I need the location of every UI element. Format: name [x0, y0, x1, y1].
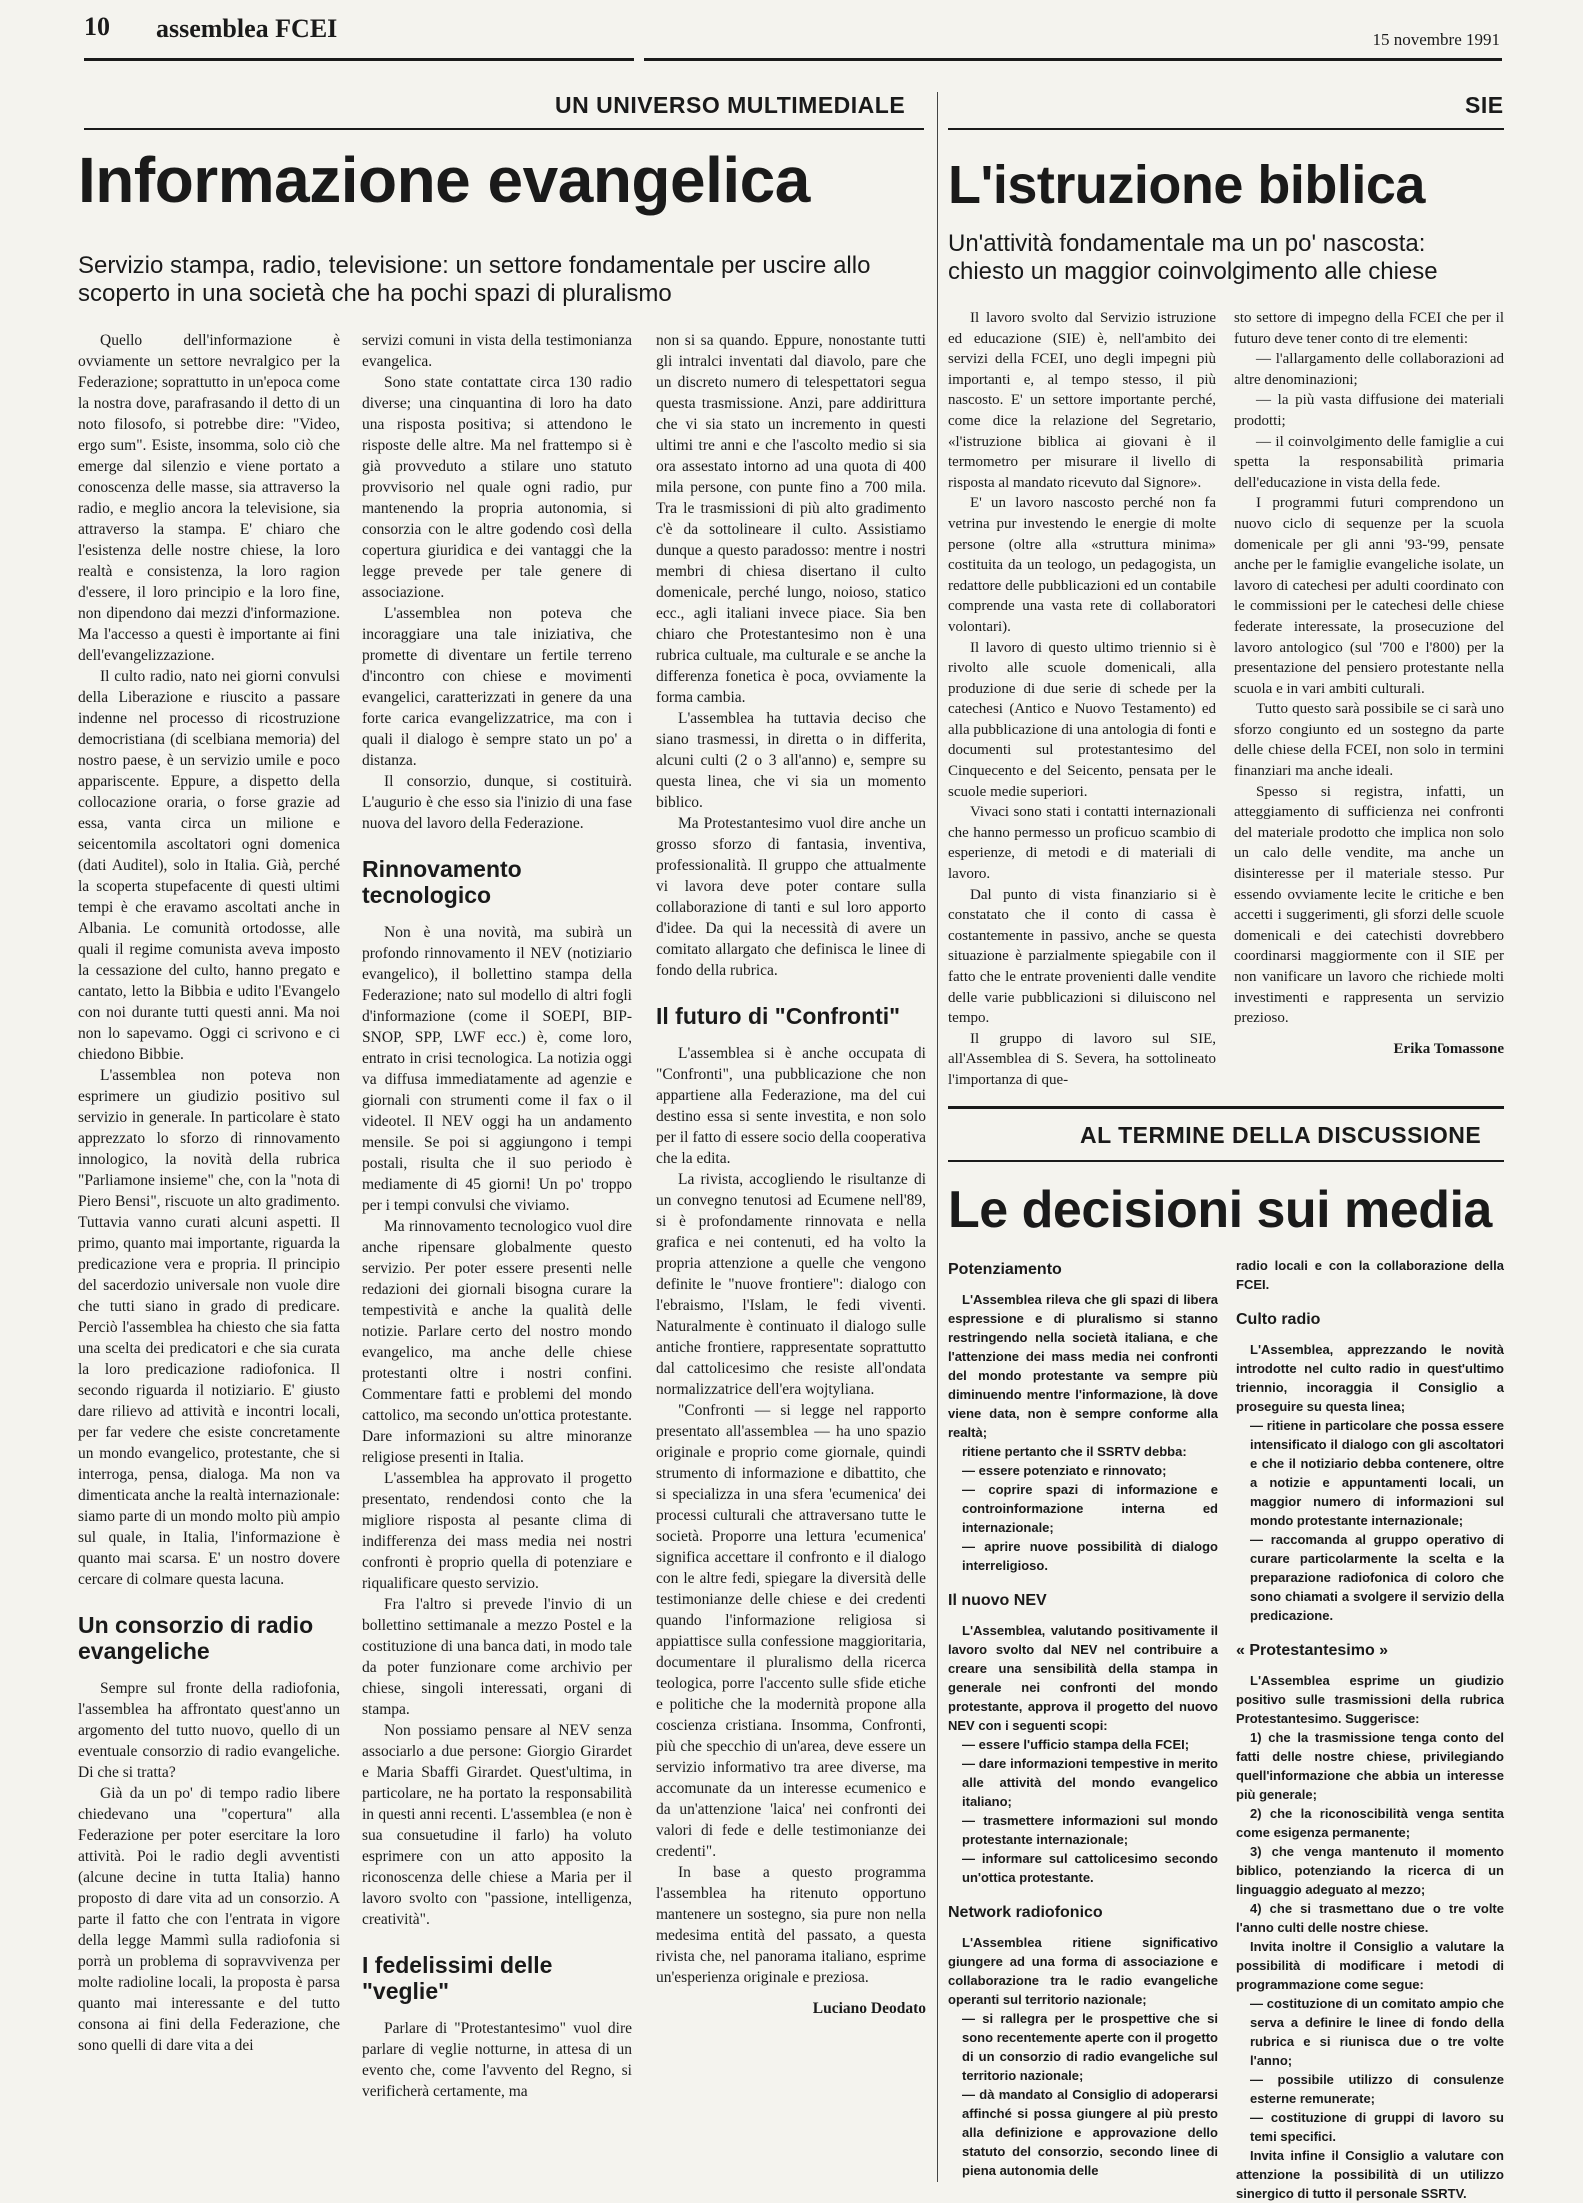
list-item: — trasmettere informazioni sul mondo protestante internazionale; — [962, 1813, 1218, 1847]
paragraph: Non possiamo pensare al NEV senza associarlo a due persone: Giorgio Girardet e Maria Sbaffi Girardet. Quest'ultima, in particolare, ne ha portato la responsabilità in questi anni recenti. L'assemblea (e non è sua consuetudine il farlo) ha voluto esprimere con un atto apposito la riconoscenza delle chiese a Maria per il lavoro svolto con "passione, intelligenza, creatività". — [362, 1722, 632, 1928]
paragraph: L'Assemblea ritiene significativo giungere ad una forma di associazione e collaborazione tra le radio evangeliche operanti sul territorio nazionale; — [948, 1935, 1218, 2007]
paragraph: Ma Protestantesimo vuol dire anche un grosso sforzo di fantasia, inventiva, professionalità. Il gruppo che attualmente vi lavora deve poter contare sulla collaborazione di tanti e sul loro apporto d'idee. Da qui la necessità di avere un comitato allargato che definisca le linee di fondo della rubrica. — [656, 815, 926, 979]
paragraph: non si sa quando. Eppure, nonostante tutti gli intralci inventati dal diavolo, pare che un discreto numero di telespettatori segua questa trasmissione. Anzi, pare addirittura che vi sia stato un incremento in questi ultimi tre anni e che l'ascolto medio si sia ora assestato intorno ad una quota di 400 mila persone, con punte fino a 700 mila. Tra le trasmissioni di più alto gradimento c'è da sottolineare il culto. Assistiamo dunque a questo paradosso: mentre i nostri membri di chiesa disertano il culto domenicale, perché lungo, noioso, statico ecc., agli italiani invece piace. Sia ben chiaro che Protestantesimo non è una rubrica cultuale, ma culturale e se anche la differenza fonetica è poca, ovviamente la forma cambia. — [656, 332, 926, 706]
paragraph: Spesso si registra, infatti, un atteggiamento di sufficienza nei confronti del materiale prodotto che implica non solo un calo delle vendite, ma anche un disinteresse per il materiale stesso. Pur essendo ovviamente lecite le critiche e ben accetti i suggerimenti, gli sforzi delle scuole domenicali e dei catechisti dovrebbero coordinarsi maggiormente con il SIE per non vanificare un lavoro che richiede molti investimenti e rappresenta un servizio prezioso. — [1234, 783, 1504, 1027]
list-item: 2) che la riconoscibilità venga sentita come esigenza permanente; — [1236, 1806, 1504, 1840]
paragraph: ritiene pertanto che il SSRTV debba: — [962, 1444, 1187, 1459]
paragraph: Il lavoro svolto dal Servizio istruzione ed educazione (SIE) è, nell'ambito dei servizi della FCEI, uno degli impegni più importanti e, al tempo stesso, il più nascosto. E' un settore importante perché, come dice la relazione del Segretario, «l'istruzione biblica ai giovani è il termometro per misurare il livello di risposta al mandato ricevuto dal Signore». — [948, 310, 1216, 491]
author-signature-left: Luciano Deodato — [812, 2000, 926, 2017]
section-rule-right — [948, 128, 1504, 130]
subheading-fedelissimi: I fedelissimi delle "veglie" — [362, 1952, 553, 2004]
paragraph: — la più vasta diffusione dei materiali prodotti; — [1234, 392, 1504, 429]
paragraph: Quello dell'informazione è ovviamente un settore nevralgico per la Federazione; soprattutto in un'epoca come la nostra dove, parafrasando il detto di un noto filosofo, si potrebbe dire: "Video, ergo sum". Esiste, insomma, solo ciò che emerge dal silenzio e viene portato a conoscenza delle masse, sia attraverso la radio, e meglio ancora la televisione, sia attraverso la stampa. E' chiaro che l'esistenza delle nostre chiese, la loro realtà e consistenza, la loro ragion d'essere, il loro principio e la loro fine, non dipendono dai mezzi d'informazione. Ma l'accesso a questi è importante ai fini dell'evangelizzazione. — [78, 332, 340, 664]
paragraph: L'assemblea non poteva non esprimere un giudizio positivo sul servizio in generale. In particolare è stato apprezzato lo sforzo di rinnovamento innologico, la novità della rubrica "Parliamone insieme" che, con la "nota di Piero Bensi", riscuote un alto gradimento. Tuttavia vanno curati alcuni aspetti. Il primo, quanto mai importante, riguarda la predicazione vera e propria. Il principio del sacerdozio universale non vuole dire che tutti siano in grado di predicare. Perciò l'assemblea ha chiesto che sia fatta una scelta dei predicatori e che sia curata la loro predicazione radiofonica. Il secondo riguarda il notiziario. E' giusto dare rilievo ad attività e incontri locali, per far vedere che esiste concretamente un mondo evangelico, protestante, che si interroga, pensa, dialoga. Ma non va dimenticata anche la realtà internazionale: siamo parte di un mondo molto più ampio sul quale, in Italia, l'informazione è quanto mai scarsa. E' un nostro dovere cercare di colmare questa lacuna. — [78, 1067, 340, 1588]
paragraph: Non è una novità, ma subirà un profondo rinnovamento il NEV (notiziario evangelico), il bollettino stampa della Federazione; nato sul modello di altri fogli d'informazione (come il SOEPI, BIP-SNOP, SPP, LWF ecc.) è, come loro, entrato in crisi tecnologica. La notizia oggi va diffusa immediatamente ad agenzie e giornali con strumenti come il fax o il videotel. Il NEV oggi ha un andamento mensile. Se poi si aggiungono i tempi postali, risulta che il suo periodo è mediamente di 45 giorni! Un po' troppo per i tempi convulsi che viviamo. — [362, 924, 632, 1214]
decisions-top-rule — [948, 1106, 1504, 1109]
left-column-1 — [78, 330, 340, 2190]
subheading-protestantesimo: « Protestantesimo » — [1236, 1642, 1389, 1659]
subheading-nev: Il nuovo NEV — [948, 1592, 1047, 1609]
list-item: — dà mandato al Consiglio di adoperarsi affinché si possa giungere al più presto alla definizione e approvazione dello statuto del consorzio, secondo linee di piena autonomia delle — [962, 2087, 1218, 2178]
section-label-left: UN UNIVERSO MULTIMEDIALE — [555, 92, 906, 118]
subheading-culto-radio: Culto radio — [1236, 1311, 1321, 1328]
section-label-decisions: AL TERMINE DELLA DISCUSSIONE — [1080, 1122, 1482, 1148]
section-rule-left — [84, 128, 924, 130]
paragraph: L'Assemblea esprime un giudizio positivo sulle trasmissioni della rubrica Protestantesimo. Suggerisce: — [1236, 1673, 1504, 1726]
paragraph: — l'allargamento delle collaborazioni ad altre denominazioni; — [1234, 351, 1504, 388]
paragraph: L'Assemblea, apprezzando le novità introdotte nel culto radio in quest'ultimo triennio, incoraggia il Consiglio a proseguire su questa linea; — [1236, 1342, 1504, 1414]
paragraph: La rivista, accogliendo le risultanze di un convegno tenutosi ad Ecumene nell'89, si è profondamente rinnovata e nella grafica e nei contenuti, ed ha volto la propria attenzione a quelle che vengono definite le "nuove frontiere": dialogo con l'ebraismo, l'Islam, le fedi viventi. Naturalmente è continuato il dialogo sulle antiche frontiere, rappresentate soprattutto dal cattolicesimo che resiste all'ondata normalizzatrice dell'era wojtyliana. — [656, 1171, 926, 1398]
masthead-rule-left — [84, 58, 634, 61]
paragraph: Fra l'altro si prevede l'invio di un bollettino settimanale a mezzo Postel e la costituzione di una banca dati, in modo tale da poter funzionare come archivio per chiese, singoli interessati, organi di stampa. — [362, 1596, 632, 1718]
list-item: — essere l'ufficio stampa della FCEI; — [962, 1737, 1190, 1752]
list-item: — dare informazioni tempestive in merito alle attività del mondo evangelico italiano; — [962, 1756, 1218, 1809]
list-item: 3) che venga mantenuto il momento biblico, potenziando la ricerca di un linguaggio adeguato al mezzo; — [1236, 1844, 1504, 1897]
headline-decisions: Le decisioni sui media — [948, 1181, 1492, 1239]
list-item: — essere potenziato e rinnovato; — [962, 1463, 1167, 1478]
publication-name: assemblea FCEI — [156, 14, 338, 43]
decisions-column-2 — [1236, 1256, 1504, 2201]
subheading-network: Network radiofonico — [948, 1904, 1103, 1921]
list-item: — aprire nuove possibilità di dialogo interreligioso. — [962, 1539, 1218, 1573]
author-signature-right: Erika Tomassone — [1393, 1040, 1504, 1057]
paragraph: Invita inoltre il Consiglio a valutare la possibilità di modificare i metodi di programmazione come segue: — [1236, 1939, 1504, 1992]
headline-right: L'istruzione biblica — [948, 155, 1425, 215]
list-item: — si rallegra per le prospettive che si sono recentemente aperte con il progetto di un consorzio di radio evangeliche sul territorio nazionale; — [962, 2011, 1218, 2083]
paragraph: Sono state contattate circa 130 radio diverse; una cinquantina di loro ha dato una risposta positiva; si attendono le risposte delle altre. Ma nel frattempo si è già provveduto a stilare uno statuto provvisorio nel quale ogni radio, pur mantenendo la propria autonomia, si consorzia con le altre godendo così della copertura giuridica e dei vantaggi che la legge prevede per tale genere di associazione. — [362, 374, 632, 601]
paragraph: Vivaci sono stati i contatti internazionali che hanno permesso un proficuo scambio di esperienze, di metodi e di materiali di lavoro. — [948, 804, 1216, 883]
paragraph: — il coinvolgimento delle famiglie a cui spetta la responsabilità primaria dell'educazione in vista della fede. — [1234, 433, 1504, 491]
paragraph: Il culto radio, nato nei giorni convulsi della Liberazione e riuscito a passare indenne nel processo di ricostruzione democristiana (di scelbiana memoria) del nostro paese, è un servizio umile e poco appariscente. Eppure, a dispetto della collocazione oraria, o forse grazie ad essa, vanta circa un milione e seicentomila ascoltatori ogni domenica (dati Auditel), solo in Italia. Già, perché la scoperta stupefacente di questi ultimi tempi è che eravamo ascoltati anche in Albania. Le comunità ortodosse, alle quali il regime comunista aveva imposto la cessazione del culto, hanno pregato e cantato, letto la Bibbia e udito l'Evangelo con noi durante tutti questi anni. Ma noi non lo sapevamo. Oggi ci scrivono e ci chiedono Bibbie. — [78, 668, 340, 1063]
paragraph: L'assemblea si è anche occupata di "Confronti", una pubblicazione che non appartiene alla Federazione, ma del cui destino essa si sente investita, e non solo per il fatto di essere socio della cooperativa che la edita. — [656, 1045, 926, 1167]
paragraph: L'Assemblea rileva che gli spazi di libera espressione e di pluralismo si stanno restringendo nella società italiana, e che l'attenzione dei mass media nei confronti del mondo protestante va sempre più diminuendo mentre l'informazione, là dove viene data, non è sempre conforme alla realtà; — [948, 1292, 1218, 1440]
paragraph: E' un lavoro nascosto perché non fa vetrina pur investendo le energie di molte persone (oltre alla «struttura minima» costituita da un teologo, un pedagogista, un redattore delle pubblicazioni ed un contabile comprende una vasta rete di collaboratori volontari). — [948, 495, 1216, 635]
list-item: 1) che la trasmissione tenga conto del fatti delle nostre chiese, privilegiando quell'informazione che abbia un interesse più generale; — [1236, 1730, 1504, 1802]
paragraph: Il lavoro di questo ultimo triennio si è rivolto alle scuole domenicali, alla produzione di due serie di schede per la catechesi (Antico e Nuovo Testamento) ed alla pubblicazione di una antologia di fonti e documenti sul protestantesimo del Cinquecento e del Seicento, pensata per le scuole medie superiori. — [948, 639, 1216, 800]
list-item: — coprire spazi di informazione e controinformazione interna ed internazionale; — [962, 1482, 1218, 1535]
column-divider — [937, 92, 938, 2182]
list-item: — possibile utilizzo di consulenze esterne remunerate; — [1250, 2072, 1504, 2106]
subheading-confronti: Il futuro di "Confronti" — [656, 1003, 901, 1029]
right-column-1 — [948, 308, 1216, 1096]
paragraph: Ma rinnovamento tecnologico vuol dire anche ripensare globalmente questo servizio. Per poter essere presenti nelle redazioni dei giornali bisogna curare la tempestività e anche la qualità delle notizie. Parlare certo del nostro mondo evangelico, ma anche delle chiese protestanti oltre i nostri confini. Commentare fatti e problemi del mondo cattolico, ma secondo un'ottica protestante. Dare informazioni su altre minoranze religiose presenti in Italia. — [362, 1218, 632, 1466]
paragraph: L'assemblea non poteva che incoraggiare una tale iniziativa, che promette di diventare un fertile terreno d'incontro con chiese e movimenti evangelici, caratterizzati in genere da una forte carica evangelizzatrice, ma con i quali il dialogo è sempre stato un po' a distanza. — [362, 605, 632, 769]
subheading-potenziamento: Potenziamento — [948, 1261, 1062, 1278]
right-column-2 — [1234, 308, 1504, 1096]
paragraph: Invita infine il Consiglio a valutare con attenzione la possibilità di un utilizzo sinergico di tutto il personale SSRTV. — [1236, 2148, 1504, 2201]
paragraph: In base a questo programma l'assemblea ha ritenuto opportuno mantenere un sostegno, sia pure non nella medesima entità del passato, a questa rivista che, nel panorama italiano, esprime un'esperienza originale e preziosa. — [656, 1864, 926, 1986]
list-item: — raccomanda al gruppo operativo di curare particolarmente la scelta e la preparazione radiofonica di coloro che sono chiamati a svolgere il servizio della predicazione. — [1250, 1532, 1504, 1623]
subheading-rinnovamento: Rinnovamento tecnologico — [362, 856, 522, 908]
list-item: 4) che si trasmettano due o tre volte l'anno culti delle nostre chiese. — [1236, 1901, 1504, 1935]
list-item: — costituzione di un comitato ampio che serva a definire le linee di fondo della rubrica e si riunisca due o tre volte l'anno; — [1250, 1996, 1504, 2068]
decisions-section-rule — [948, 1160, 1504, 1162]
paragraph: sto settore di impegno della FCEI che per il futuro deve tener conto di tre elementi: — [1234, 310, 1504, 347]
paragraph: Dal punto di vista finanziario si è constatato che il conto di cassa è costantemente in passivo, anche se questa situazione è parzialmente spiegabile con il fatto che le entrate provenienti dalle vendite delle varie pubblicazioni si diluiscono nel tempo. — [948, 886, 1216, 1027]
left-column-2 — [362, 330, 632, 2190]
paragraph: "Confronti — si legge nel rapporto presentato all'assemblea — ha uno spazio originale e proprio come giornale, quindi strumento di informazione e dibattito, che si specializza in una sfera 'ecumenica' dei processi culturali che attraversano tutte le società. Proporre una lettura 'ecumenica' significa accettare il confronto e il dialogo con le altre fedi, spiegare la diversità delle testimonianze delle chiese e dei credenti quando l'informazione religiosa si appiattisce sulla confessione maggioritaria, documentare il pluralismo della ricerca teologica, porre l'accento sulle sfide etiche e politiche che la modernità propone alla coscienza cristiana. Insomma, Confronti, più che specchio di un'area, deve essere un servizio informativo tra aree diverse, ma accomunate da un interesse ecumenico e da un'attenzione 'laica' nei confronti dei valori di fede e delle testimonianze dei credenti". — [656, 1402, 926, 1860]
left-column-3 — [656, 330, 926, 2190]
paragraph: servizi comuni in vista della testimonianza evangelica. — [362, 332, 632, 370]
paragraph: L'assemblea ha approvato il progetto presentato, rendendosi conto che la migliore risposta al pesante clima di indifferenza dei mass media nei nostri confronti è proprio quella di potenziare e riqualificare questo servizio. — [362, 1470, 632, 1592]
issue-date: 15 novembre 1991 — [1372, 30, 1500, 49]
subheading-consorzio: Un consorzio di radio evangeliche — [78, 1612, 314, 1664]
masthead-rule-right — [644, 58, 1502, 61]
decisions-column-1 — [948, 1256, 1218, 2186]
paragraph: Parlare di "Protestantesimo" vuol dire parlare di veglie notturne, in attesa di un evento che, come l'avvento del Regno, si verificherà certamente, ma — [362, 2020, 632, 2100]
paragraph: L'Assemblea, valutando positivamente il lavoro svolto dal NEV nel contribuire a creare una sensibilità della stampa in generale nei confronti del mondo protestante, approva il progetto del nuovo NEV con i seguenti scopi: — [948, 1623, 1218, 1733]
paragraph: L'assemblea ha tuttavia deciso che siano trasmessi, in diretta o in differita, alcuni culti (2 o 3 all'anno) e, sempre su questa linea, che vi sia un momento biblico. — [656, 710, 926, 811]
subhead-left: Servizio stampa, radio, televisione: un settore fondamentale per uscire allo scoperto in una società che ha pochi spazi di pluralismo — [78, 252, 871, 307]
paragraph: Già da un po' di tempo radio libere chiedevano una "copertura" alla Federazione per poter esercitare la loro attività. Poi le radio degli avventisti (alcune decine in tutta Italia) hanno proposto di dare vita ad un consorzio. A parte il fatto che con l'entrata in vigore della legge Mammì sulla radiofonia si porrà un problema di sopravvivenza per molte radioline locali, la proposta è parsa quanto mai interessante e del tutto consona ai fini della Federazione, che sono quelli di dare vita a dei — [78, 1785, 340, 2054]
list-item: — ritiene in particolare che possa essere intensificato il dialogo con gli ascoltatori e che il notiziario debba contenere, oltre a notizie e appuntamenti locali, un maggior numero di informazioni sul mondo protestante internazionale; — [1250, 1418, 1504, 1528]
paragraph: I programmi futuri comprendono un nuovo ciclo di sequenze per la scuola domenicale per gli anni '93-'99, pensate anche per le famiglie evangeliche isolate, un lavoro di catechesi per adulti coordinato con le commissioni per le catechesi delle chiese federate interessate, la prosecuzione del lavoro antologico (sul '700 e l'800) per la presentazione del pensiero protestante nella scuola e in vari ambiti culturali. — [1234, 495, 1504, 697]
list-item: — informare sul cattolicesimo secondo un'ottica protestante. — [962, 1851, 1218, 1885]
headline-left: Informazione evangelica — [78, 144, 810, 216]
paragraph: Sempre sul fronte della radiofonia, l'assemblea ha affrontato quest'anno un argomento del tutto nuovo, quello di un eventuale consorzio di radio evangeliche. Di che si tratta? — [78, 1680, 340, 1781]
paragraph: Il consorzio, dunque, si costituirà. L'augurio è che esso sia l'inizio di una fase nuova del lavoro della Federazione. — [362, 773, 632, 832]
section-label-right: SIE — [1465, 92, 1504, 118]
paragraph: Il gruppo di lavoro sul SIE, all'Assemblea di S. Severa, ha sottolineato l'importanza di que- — [948, 1030, 1216, 1088]
paragraph: Tutto questo sarà possibile se ci sarà uno sforzo congiunto ed un sostegno da parte delle chiese della FCEI, non solo in termini finanziari ma anche ideali. — [1234, 701, 1504, 780]
subhead-right: Un'attività fondamentale ma un po' nascosta: chiesto un maggior coinvolgimento alle chiese — [948, 230, 1438, 285]
list-item: — costituzione di gruppi di lavoro su temi specifici. — [1250, 2110, 1504, 2144]
page-number: 10 — [84, 12, 110, 41]
paragraph: radio locali e con la collaborazione della FCEI. — [1236, 1258, 1504, 1292]
